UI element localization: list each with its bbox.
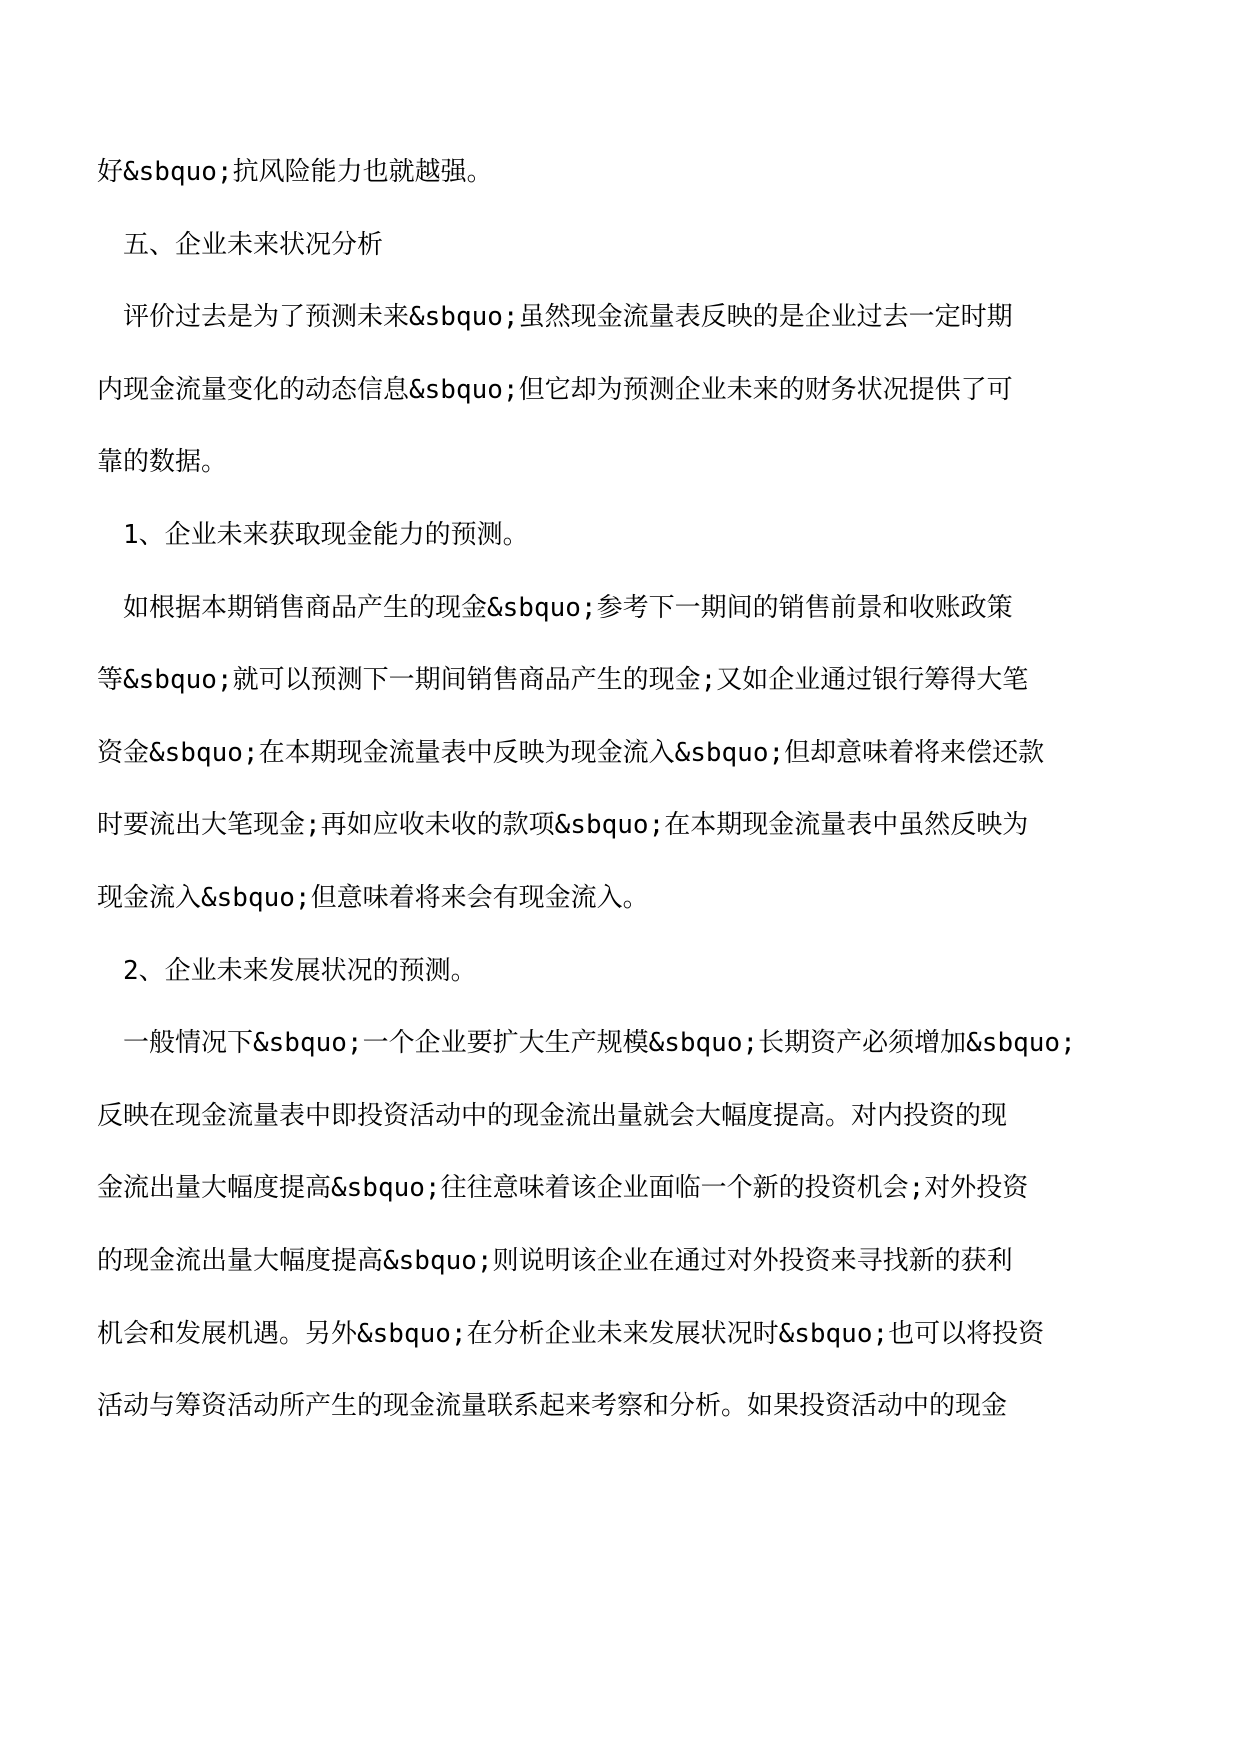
subsection-heading-block bbox=[97, 499, 1097, 572]
text-line: 资金&sbquo;在本期现金流量表中反映为现金流入&sbquo;但却意味着将来偿还款 bbox=[97, 737, 1045, 768]
text-line: 现金流入&sbquo;但意味着将来会有现金流入。 bbox=[97, 882, 649, 913]
paragraph bbox=[97, 1007, 1097, 1443]
paragraph-continuation bbox=[97, 136, 1097, 209]
text-line: 活动与筹资活动所产生的现金流量联系起来考察和分析。如果投资活动中的现金 bbox=[97, 1391, 1008, 1422]
text-line: 时要流出大笔现金;再如应收未收的款项&sbquo;在本期现金流量表中虽然反映为 bbox=[97, 810, 1029, 841]
subsection-heading-block bbox=[97, 935, 1097, 1008]
subsection-heading: 1、企业未来获取现金能力的预测。 bbox=[123, 519, 529, 550]
subsection-heading: 2、企业未来发展状况的预测。 bbox=[123, 955, 477, 986]
paragraph bbox=[97, 281, 1097, 499]
text-line: 一般情况下&sbquo;一个企业要扩大生产规模&sbquo;长期资产必须增加&sbquo; bbox=[123, 1028, 1076, 1059]
document-body bbox=[97, 136, 1097, 1443]
text-line: 如根据本期销售商品产生的现金&sbquo;参考下一期间的销售前景和收账政策 bbox=[123, 592, 1013, 623]
text-line: 内现金流量变化的动态信息&sbquo;但它却为预测企业未来的财务状况提供了可 bbox=[97, 374, 1013, 405]
text-line: 靠的数据。 bbox=[97, 447, 228, 478]
text-line: 等&sbquo;就可以预测下一期间销售商品产生的现金;又如企业通过银行筹得大笔 bbox=[97, 665, 1029, 696]
section-heading: 五、企业未来状况分析 bbox=[123, 229, 384, 260]
paragraph bbox=[97, 572, 1097, 935]
text-line: 的现金流出量大幅度提高&sbquo;则说明该企业在通过对外投资来寻找新的获利 bbox=[97, 1245, 1013, 1276]
text-line: 反映在现金流量表中即投资活动中的现金流出量就会大幅度提高。对内投资的现 bbox=[97, 1100, 1008, 1131]
text-line: 机会和发展机遇。另外&sbquo;在分析企业未来发展状况时&sbquo;也可以将投资 bbox=[97, 1318, 1045, 1349]
text-line: 好&sbquo;抗风险能力也就越强。 bbox=[97, 157, 493, 187]
section-heading-block bbox=[97, 209, 1097, 282]
text-line: 评价过去是为了预测未来&sbquo;虽然现金流量表反映的是企业过去一定时期 bbox=[123, 302, 1013, 333]
text-line: 金流出量大幅度提高&sbquo;往往意味着该企业面临一个新的投资机会;对外投资 bbox=[97, 1173, 1029, 1204]
